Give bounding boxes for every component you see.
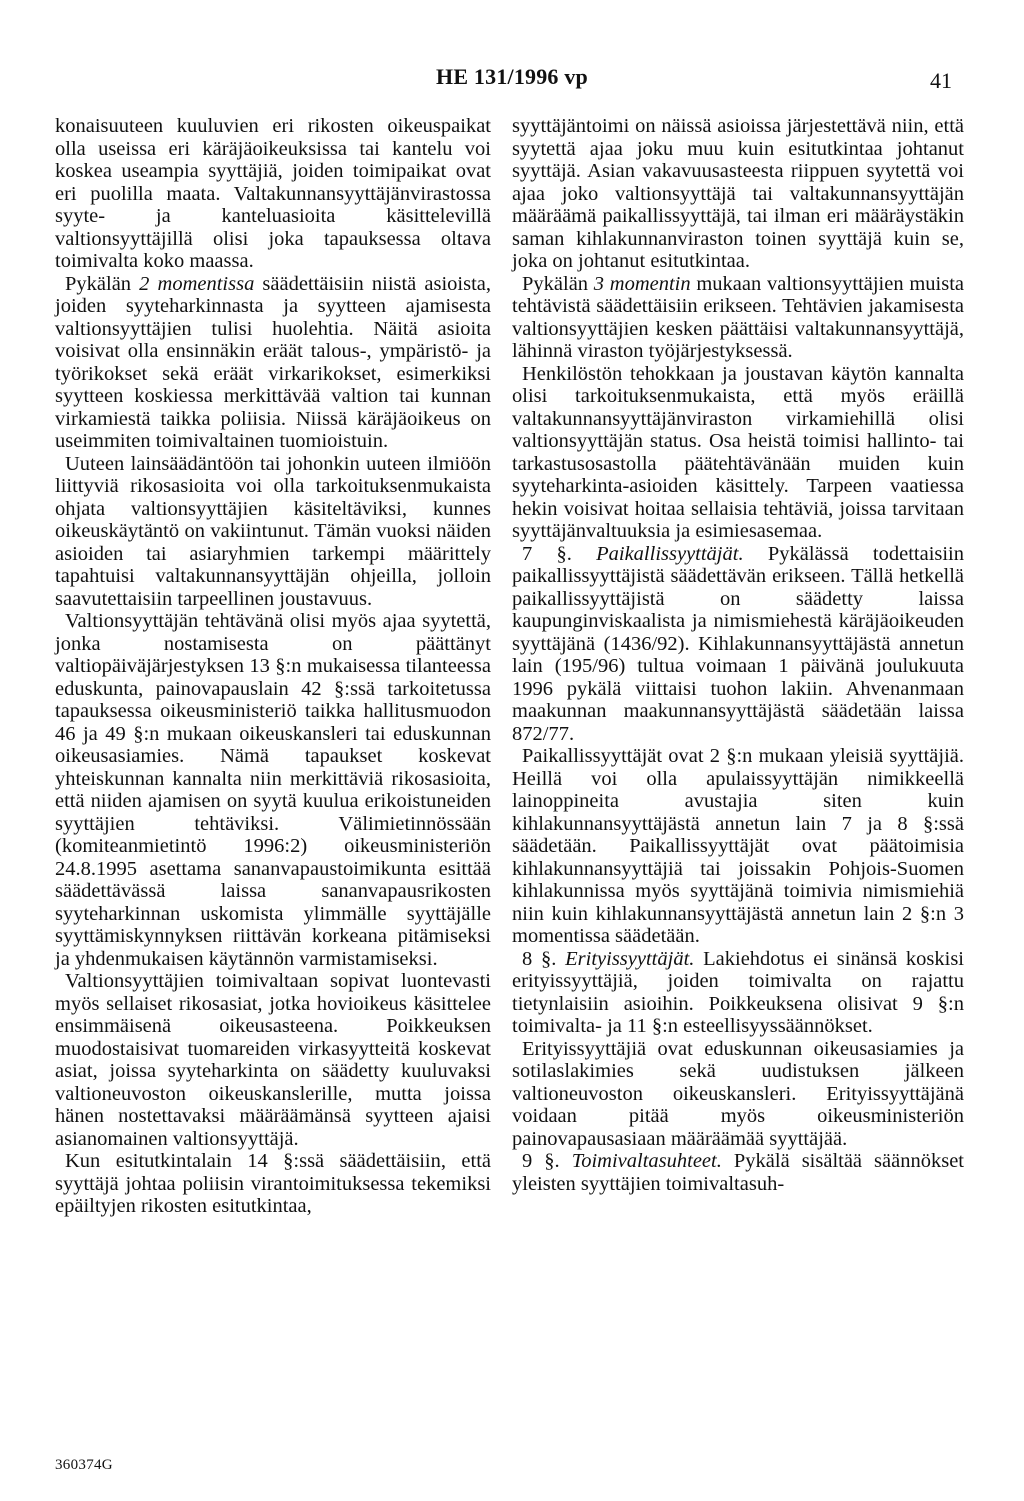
paragraph: Paikallissyyttäjät ovat 2 §:n mukaan yleisiä syyttäjiä. Heillä voi olla apulaissyyttäjän nimikkeellä lainoppineita avustajia siten kuin kihlakunnansyyttäjästä annetun lain 7 ja 8 §:ssä säädetään. Paikallissyyttäjät ovat päätoimisia kihlakunnansyyttäjiä tai joissakin Pohjois-Suomen kihlakunnissa myös syyttäjänä toimivia nimismiehiä niin kuin kihlakunnansyyttäjästä annetun lain 2 §:n 3 momentissa säädetään.: [512, 745, 964, 947]
section-paragraph: 9 §. Toimivaltasuhteet. Pykälä sisältää säännökset yleisten syyttäjien toimivaltasuh-: [512, 1150, 964, 1195]
paragraph: Henkilöstön tehokkaan ja joustavan käytön kannalta olisi tarkoituksenmukaista, että myös eräillä valtakunnansyyttäjänviraston virkamiehillä olisi valtionsyyttäjän status. Osa heistä toimisi hallinto- tai tarkastusosastolla päätehtävänään muiden kuin syyteharkinta-asioiden käsittely. Tarpeen vaatiessa hekin voisivat hoitaa sellaisia tehtäviä, joissa tarvitaan syyttäjänvaltuuksia ja esimiesasemaa.: [512, 362, 964, 542]
emphasis: 2 momentissa: [139, 272, 255, 295]
section-heading: Paikallissyyttäjät.: [596, 542, 744, 565]
running-header: HE 131/1996 vp: [436, 64, 588, 89]
paragraph: Valtionsyyttäjien toimivaltaan sopivat luontevasti myös sellaiset rikosasiat, jotka hovioikeus käsittelee ensimmäisenä oikeusasteena. Poikkeuksen muodostaisivat tuomareiden virkasyytteitä koskevat asiat, joissa syyteharkinta on säädetty kuuluvaksi valtioneuvoston oikeuskanslerille, mutta joissa hänen nostettavaksi määräämänsä syytteen ajaisi asianomainen valtionsyyttäjä.: [55, 970, 491, 1150]
paragraph: Uuteen lainsäädäntöön tai johonkin uuteen ilmiöön liittyviä rikosasioita voi olla tarkoituksenmukaista ohjata valtionsyyttäjien käsiteltäviksi, kunnes oikeuskäytäntö on vakiintunut. Tämän vuoksi näiden asioiden tai asiaryhmien tarkempi määrittely tapahtuisi valtakunnansyyttäjän ohjeilla, jolloin saavutettaisiin tarpeellinen joustavuus.: [55, 452, 491, 610]
section-heading: Toimivaltasuhteet.: [571, 1150, 722, 1172]
paragraph: Pykälän 2 momentissa säädettäisiin niistä asioista, joiden syyteharkinnasta ja syytteen ajamisesta valtionsyyttäjien tulisi huolehtia. Näitä asioita voisivat olla ensinnäkin eräät talous-, ympäristö- ja työrikokset sekä eräät virkarikokset, esimerkiksi syytteen koskiessa merkittävää valtion tai kunnan virkamiestä taikka poliisia. Niissä käräjäoikeus on useimmiten toimivaltainen tuomioistuin.: [55, 272, 492, 452]
paragraph: syyttäjäntoimi on näissä asioissa järjestettävä niin, että syytettä ajaa joku muu kuin esitutkintaa johtanut syyttäjä. Asian vakavuusasteesta riippuen syytettä voi ajaa joko valtionsyyttäjä tai valtakunnansyyttäjän määräämä paikallissyyttäjä, tai ilman eri määräystäkin saman kihlakunnanviraston toinen syyttäjä kuin se, joka on johtanut esitutkintaa.: [512, 115, 964, 272]
section-paragraph: 7 §. Paikallissyyttäjät. Pykälässä todettaisiin paikallissyyttäjistä säädettävän erikseen. Tällä hetkellä paikallissyyttäjistä on säädetty laissa kaupunginviskaalista ja nimismiehestä käräjäoikeuden syyttäjänä (1436/92). Kihlakunnansyyttäjästä annetun lain (195/96) tultua voimaan 1 päivänä joulukuuta 1996 pykälä viittaisi tuohon lakiin. Ahvenanmaan maakunnan maakunnansyyttäjästä säädetään laissa 872/77.: [512, 542, 965, 745]
paragraph: konaisuuteen kuuluvien eri rikosten oikeuspaikat olla useissa eri käräjäoikeuksissa tai kantelu voi koskea useampia syyttäjiä, joiden toimipaikat ovat eri puolilla maata. Valtakunnansyyttäjänvirastossa syyte- ja kanteluasioita käsittelevillä valtionsyyttäjillä olisi joka tapauksessa oltava toimivalta koko maassa.: [55, 115, 491, 272]
right-column: [512, 115, 964, 1195]
print-code: 360374G: [55, 1457, 113, 1473]
paragraph: Erityissyyttäjiä ovat eduskunnan oikeusasiamies ja sotilaslakimies sekä uudistuksen jälkeen valtioneuvoston oikeuskansleri. Erityissyyttäjänä voidaan pitää myös oikeusministeriön painovapausasiaan määräämää syyttäjää.: [512, 1037, 964, 1150]
section-heading: Erityissyyttäjät.: [565, 947, 695, 970]
emphasis: 3 momentin: [593, 272, 691, 295]
section-paragraph: 8 §. Erityissyyttäjät. Lakiehdotus ei sinänsä koskisi erityissyyttäjiä, joiden toimivalta on rajattu tietynlaisiin asioihin. Poikkeuksena olisivat 9 §:n toimivalta- ja 11 §:n esteellisyyssäännökset.: [512, 947, 964, 1037]
paragraph: Kun esitutkintalain 14 §:ssä säädettäisiin, että syyttäjä johtaa poliisin virantoimituksessa tekemiksi epäiltyjen rikosten esitutkintaa,: [55, 1150, 491, 1217]
paragraph: Valtionsyyttäjän tehtävänä olisi myös ajaa syytettä, jonka nostamisesta on päättänyt valtiopäiväjärjestyksen 13 §:n mukaisessa tilanteessa eduskunta, painovapauslain 42 §:ssä tarkoitetussa tapauksessa oikeusministeriö taikka hallitusmuodon 46 ja 49 §:n mukaan oikeuskansleri tai eduskunnan oikeusasiamies. Nämä tapaukset koskevat yhteiskunnan kannalta niin merkittäviä rikosasioita, että niiden ajamisen on syytä kuulua erikoistuneiden syyttäjien tehtäviksi. Välimietinnössään (komiteanmietintö 1996:2) oikeusministeriön 24.8.1995 asettama sananvapaustoimikunta esittää säädettävässä laissa sananvapausrikosten syyteharkinnan uskomista ylimmälle syyttäjälle syyttämiskynnyksen riittävän korkeana pitämiseksi ja yhdenmukaisen käytännön varmistamiseksi.: [55, 610, 491, 970]
paragraph: Pykälän 3 momentin mukaan valtionsyyttäjien muista tehtävistä säädettäisiin erikseen. Tehtävien jakamisesta valtionsyyttäjien kesken päättäisi valtakunnansyyttäjä, lähinnä viraston työjärjestyksessä.: [512, 272, 964, 362]
left-column: [55, 115, 491, 1218]
page-number: 41: [930, 68, 952, 93]
